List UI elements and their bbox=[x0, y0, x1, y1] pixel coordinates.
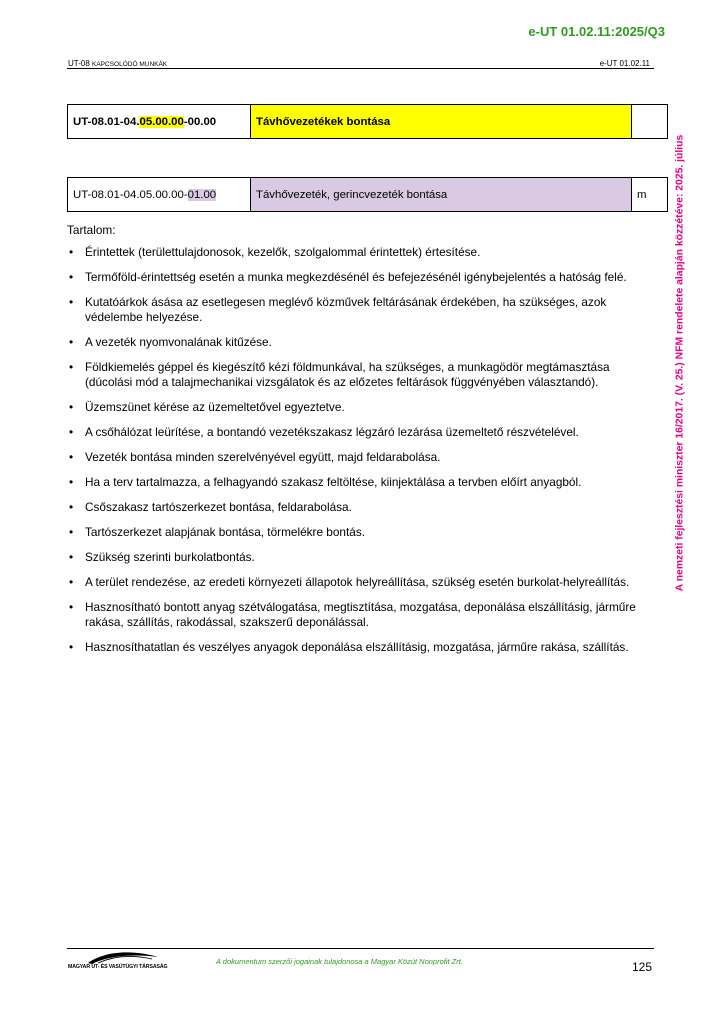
code-suffix: -00.00 bbox=[183, 115, 217, 128]
section-header bbox=[68, 59, 167, 68]
page-number: 125 bbox=[631, 960, 652, 974]
content-heading: Tartalom: bbox=[67, 223, 116, 237]
main-item-title: Távhővezetékek bontása bbox=[251, 105, 632, 139]
logo-swoosh-icon bbox=[68, 951, 160, 965]
list-item: • A csőhálózat leürítése, a bontandó vezetékszakasz légzáró lezárása üzemeltető részvételével. bbox=[67, 425, 652, 440]
main-item-unit bbox=[632, 105, 668, 139]
list-item: • Szükség szerinti burkolatbontás. bbox=[67, 550, 652, 565]
copyright-notice: A dokumentum szerzői jogainak tulajdonosa a Magyar Közút Nonprofit Zrt. bbox=[216, 957, 463, 966]
sub-item-unit: m bbox=[632, 178, 668, 212]
list-item: • A terület rendezése, az eredeti környezeti állapotok helyreállítása, szükség esetén burkolat-helyreállítás. bbox=[67, 575, 652, 590]
sub-item-title: Távhővezeték, gerincvezeték bontása bbox=[251, 178, 632, 212]
code-prefix: UT-08.01-04.05.00.00- bbox=[73, 188, 188, 201]
sub-item-code-table bbox=[67, 177, 668, 212]
list-item: • A vezeték nyomvonalának kitűzése. bbox=[67, 335, 652, 350]
code-highlight: 05.00.00 bbox=[139, 115, 184, 128]
list-item: • Termőföld-érintettség esetén a munka megkezdésénél és befejezésénél igénybejelentés a hatóság felé. bbox=[67, 270, 652, 285]
list-item: • Vezeték bontása minden szerelvényével együtt, majd feldarabolása. bbox=[67, 450, 652, 465]
header-divider bbox=[67, 68, 654, 69]
publication-side-note bbox=[666, 98, 694, 628]
header-doc-ref: e-UT 01.02.11 bbox=[599, 59, 650, 68]
list-item: • Csőszakasz tartószerkezet bontása, feldarabolása. bbox=[67, 500, 652, 515]
main-item-code-table bbox=[67, 104, 668, 139]
list-item: • Hasznosíthatatlan és veszélyes anyagok deponálása elszállításig, mozgatása, járműre rakása, szállítás. bbox=[67, 640, 652, 655]
list-item: • Földkiemelés géppel és kiegészítő kézi földmunkával, ha szükséges, a munkagödör megtámasztása (dúcolási mód a talajmechanikai vizsgálatok és az előzetes feltárások függvényében választandó). bbox=[67, 360, 652, 390]
code-prefix: UT-08.01-04. bbox=[73, 115, 140, 128]
sub-item-code bbox=[68, 178, 251, 212]
list-item: • Érintettek (területtulajdonosok, kezelők, szolgalommal érintettek) értesítése. bbox=[67, 245, 652, 260]
list-item: • Tartószerkezet alapjának bontása, törmelékre bontás. bbox=[67, 525, 652, 540]
list-item: • Üzemszünet kérése az üzemeltetővel egyeztetve. bbox=[67, 400, 652, 415]
association-logo bbox=[68, 951, 168, 973]
list-item: • Hasznosítható bontott anyag szétválogatása, megtisztítása, mozgatása, deponálása elszállításig, járműre rakása, szállítás, rakodással, szakszerű deponálással. bbox=[67, 600, 652, 630]
content-list bbox=[67, 245, 652, 665]
section-title: KAPCSOLÓDÓ MUNKÁK bbox=[92, 61, 168, 68]
logo-text: MAGYAR ÚT- ÉS VASÚTÜGYI TÁRSASÁG bbox=[68, 964, 168, 970]
list-item: • Ha a terv tartalmazza, a felhagyandó szakasz feltöltése, kiinjektálása a tervben előírt anyagból. bbox=[67, 475, 652, 490]
side-note-text: A nemzeti fejlesztési miniszter 16/2017. (V. 25.) NFM rendelete alapján közzétéve: 2025. július bbox=[674, 134, 686, 592]
document-id: e-UT 01.02.11:2025/Q3 bbox=[528, 24, 665, 39]
code-highlight: 01.00 bbox=[187, 188, 217, 201]
section-code: UT-08 bbox=[68, 59, 93, 68]
footer-divider bbox=[67, 948, 654, 949]
list-item: • Kutatóárkok ásása az esetlegesen meglévő közművek feltárásának érdekében, ha szükséges, azok védelembe helyezése. bbox=[67, 295, 652, 325]
main-item-code bbox=[68, 105, 251, 139]
